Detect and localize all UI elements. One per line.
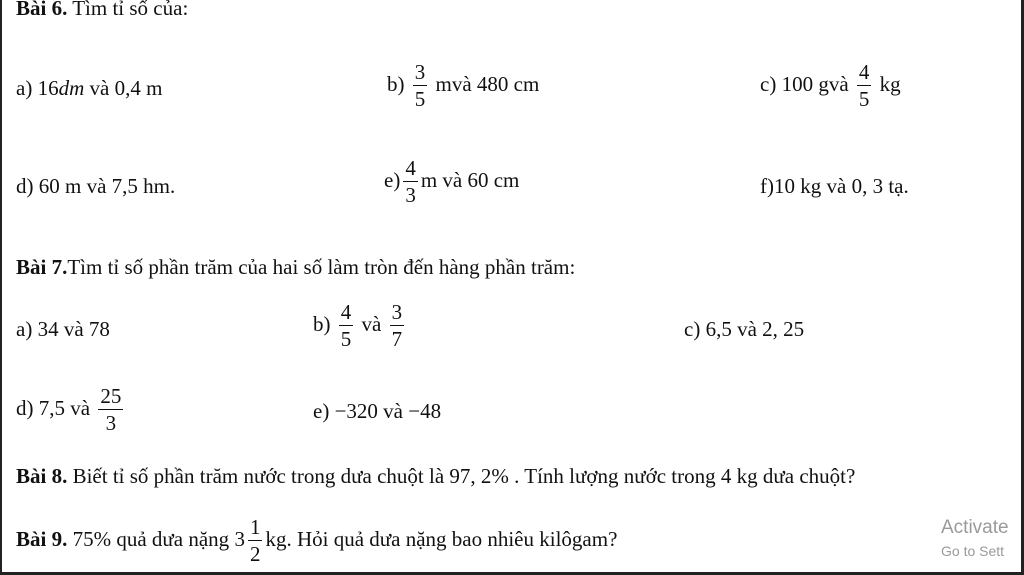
bai6-b-rest: mvà 480 cm: [435, 71, 540, 96]
bai7-item-d: [16, 386, 126, 434]
activation-watermark-title: Activate: [941, 517, 1009, 538]
bai6-c-pre: 100 gvà: [781, 71, 849, 96]
bai9-title: Bài 9.: [16, 526, 68, 551]
bai7-d-label: d): [16, 395, 34, 420]
bai7-a-text: 34 và 78: [37, 317, 110, 341]
bai8-title: Bài 8.: [16, 464, 68, 488]
bai7-b-den1: 5: [340, 327, 352, 351]
bai6-item-f: [760, 176, 909, 197]
bai6-b-num: 3: [414, 60, 426, 84]
bai7-a-label: a): [16, 317, 33, 341]
bai7-b-mid: và: [361, 311, 382, 336]
bai6-a-value: 16: [37, 76, 59, 100]
bai8-text: Biết tỉ số phần trăm nước trong dưa chuột là 97, 2% . Tính lượng nước trong 4 kg dưa chuột?: [72, 464, 856, 488]
bai7-title-rest: Tìm tỉ số phần trăm của hai số làm tròn đến hàng phần trăm:: [67, 255, 576, 279]
bai6-item-d: [16, 176, 175, 197]
bai7-b-num2: 3: [391, 300, 403, 324]
bai7-b-num1: 4: [340, 300, 352, 324]
bai7-d-num: 25: [100, 384, 122, 408]
bai7-b-fraction-2: [390, 302, 405, 350]
bai6-e-fraction: [403, 158, 418, 206]
bai7-item-a: [16, 319, 110, 340]
bai6-heading: [16, 0, 188, 19]
bai7-d-fraction: [98, 386, 123, 434]
bai7-d-den: 3: [105, 411, 117, 435]
bai6-b-fraction: [413, 62, 428, 110]
bai7-c-label: c): [684, 317, 701, 341]
bai6-a-unit: dm: [58, 76, 85, 100]
bai6-f-label: f): [760, 174, 774, 198]
bai9-paragraph: [16, 517, 617, 565]
bai6-d-text: 60 m và 7,5 hm.: [38, 174, 176, 198]
bai6-c-num: 4: [858, 60, 870, 84]
bai7-b-label: b): [313, 311, 331, 336]
bai6-title-rest: Tìm tỉ số của:: [72, 0, 189, 20]
bai6-b-den: 5: [414, 87, 426, 111]
bai7-b-den2: 7: [391, 327, 403, 351]
bai6-e-den: 3: [405, 183, 416, 207]
bai7-item-e: [313, 401, 441, 422]
bai6-c-rest: kg: [879, 71, 901, 96]
bai6-item-c: [760, 62, 901, 110]
bai7-heading: [16, 257, 575, 278]
bai6-c-fraction: [857, 62, 872, 110]
bai6-e-label: e): [384, 167, 401, 192]
bai9-num: 1: [249, 515, 261, 539]
bai7-item-c: [684, 319, 804, 340]
bai9-den: 2: [249, 542, 261, 566]
bai6-d-label: d): [16, 174, 34, 198]
bai6-item-a: [16, 78, 162, 99]
bai7-b-fraction-1: [339, 302, 354, 350]
bai7-item-b: [313, 302, 407, 350]
activation-watermark-subtitle: Go to Sett: [941, 543, 1005, 559]
bai7-title: Bài 7.: [16, 255, 68, 279]
bai6-item-e: [384, 158, 519, 206]
bai9-whole: 3: [234, 526, 245, 551]
bai7-e-text: −320 và −48: [334, 399, 442, 423]
bai9-pre: 75% quả dưa nặng: [72, 526, 230, 551]
bai9-fraction: [248, 517, 263, 565]
bai6-title: Bài 6.: [16, 0, 68, 20]
bai9-post: kg. Hỏi quả dưa nặng bao nhiêu kilôgam?: [265, 526, 618, 551]
bai6-c-den: 5: [858, 87, 870, 111]
bai6-item-b: [387, 62, 539, 110]
bai6-c-label: c): [760, 71, 777, 96]
bai6-a-rest: và 0,4 m: [89, 76, 163, 100]
bai6-e-num: 4: [405, 156, 416, 180]
bai7-e-label: e): [313, 399, 330, 423]
bai8-paragraph: [16, 466, 855, 487]
bai6-a-label: a): [16, 76, 33, 100]
bai7-d-pre: 7,5 và: [38, 395, 91, 420]
bai6-b-label: b): [387, 71, 405, 96]
page-border-left: [0, 0, 2, 575]
bai6-e-rest: m và 60 cm: [420, 167, 520, 192]
bai6-f-text: 10 kg và 0, 3 tạ.: [774, 174, 909, 198]
bai7-c-text: 6,5 và 2, 25: [705, 317, 805, 341]
